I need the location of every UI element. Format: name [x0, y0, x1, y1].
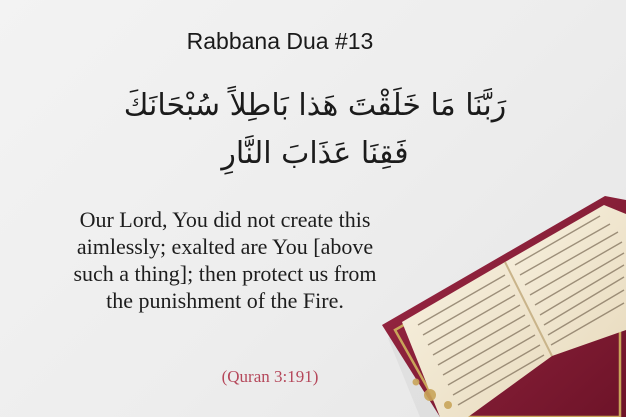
arabic-verse	[60, 82, 570, 178]
cover-ornament	[413, 379, 453, 410]
arabic-line-2: فَقِنَا عَذَابَ النَّارِ	[221, 136, 409, 171]
translation-line-2: aimlessly; exalted are You [above	[76, 234, 374, 259]
arabic-line-1: رَبَّنَا مَا خَلَقْتَ هَذا بَاطِلاً سُبْحَانَكَ	[123, 88, 507, 123]
card-title: Rabbana Dua #13	[186, 28, 374, 54]
translation-line-4: the punishment of the Fire.	[106, 288, 344, 313]
translation-line-3: such a thing]; then protect us from	[73, 261, 377, 286]
translation-line-1: Our Lord, You did not create this	[79, 207, 371, 232]
book-right-page	[505, 205, 626, 356]
verse-reference: (Quran 3:191)	[221, 367, 319, 386]
english-translation	[22, 206, 428, 314]
